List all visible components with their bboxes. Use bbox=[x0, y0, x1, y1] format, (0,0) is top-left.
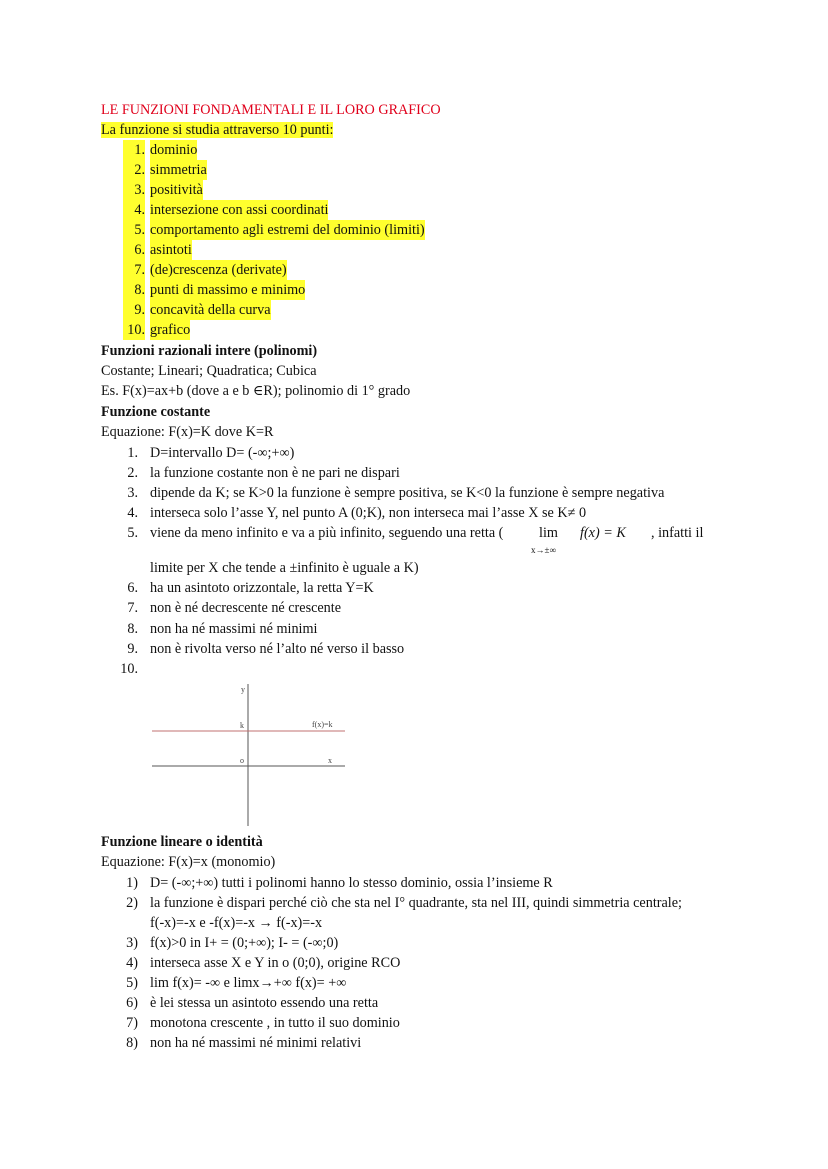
equation-line: Equazione: F(x)=x (monomio) bbox=[101, 854, 276, 870]
list-text: D= (-∞;+∞) tutti i polinomi hanno lo stesso dominio, ossia l’insieme R bbox=[150, 875, 553, 891]
list-number: 9. bbox=[123, 300, 145, 320]
list-number: 10. bbox=[120, 661, 138, 677]
list-number: 6) bbox=[126, 995, 138, 1011]
list-text: monotona crescente , in tutto il suo dominio bbox=[150, 1015, 400, 1031]
intro-highlight: La funzione si studia attraverso 10 punti: bbox=[101, 122, 334, 138]
list-text: intersezione con assi coordinati bbox=[150, 202, 329, 218]
list-number: 3. bbox=[127, 485, 138, 501]
paragraph: Costante; Lineari; Quadratica; Cubica bbox=[101, 363, 317, 379]
limit-expression: f(x) = K bbox=[580, 525, 626, 541]
list-text: non è rivolta verso né l’alto né verso il basso bbox=[150, 641, 405, 657]
list-text: dipende da K; se K>0 la funzione è sempre positiva, se K<0 la funzione è sempre negativa bbox=[150, 485, 665, 501]
list-number: 5. bbox=[127, 525, 138, 541]
list-text: ha un asintoto orizzontale, la retta Y=K bbox=[150, 580, 374, 596]
list-text: punti di massimo e minimo bbox=[150, 282, 306, 298]
list-text: dominio bbox=[150, 142, 198, 158]
list-number: 4. bbox=[123, 200, 145, 220]
limit-tail: , infatti il bbox=[651, 525, 704, 541]
list-number: 8. bbox=[127, 621, 138, 637]
list-number: 8. bbox=[123, 280, 145, 300]
function-label: f(x)=k bbox=[312, 720, 333, 729]
list-number: 7) bbox=[126, 1015, 138, 1031]
y-axis-label: y bbox=[241, 685, 245, 694]
list-number: 6. bbox=[123, 240, 145, 260]
list-number: 2. bbox=[123, 160, 145, 180]
list-text: interseca asse X e Y in o (0;0), origine RCO bbox=[150, 955, 401, 971]
list-text: la funzione costante non è ne pari ne dispari bbox=[150, 465, 400, 481]
list-text: (de)crescenza (derivate) bbox=[150, 262, 287, 278]
list-text-continuation: limite per X che tende a ±infinito è uguale a K) bbox=[150, 560, 419, 576]
list-text: comportamento agli estremi del dominio (limiti) bbox=[150, 222, 425, 238]
list-text: viene da meno infinito e va a più infinito, seguendo una retta ( bbox=[150, 525, 504, 541]
section-heading: Funzione costante bbox=[101, 404, 211, 420]
limit-subscript: x→±∞ bbox=[531, 545, 556, 555]
list-number: 5) bbox=[126, 975, 138, 991]
list-number: 6. bbox=[127, 580, 138, 596]
list-text: interseca solo l’asse Y, nel punto A (0;K), non interseca mai l’asse X se K≠ 0 bbox=[150, 505, 587, 521]
list-text: positività bbox=[150, 182, 203, 198]
list-text: D=intervallo D= (-∞;+∞) bbox=[150, 445, 295, 461]
list-text: non ha né massimi né minimi bbox=[150, 621, 318, 637]
list-number: 5. bbox=[123, 220, 145, 240]
x-axis-label: x bbox=[328, 756, 332, 765]
list-text: f(-x)=-x e -f(x)=-x → f(-x)=-x bbox=[150, 915, 323, 931]
list-number: 1) bbox=[126, 875, 138, 891]
k-label: k bbox=[240, 721, 244, 730]
section-heading: Funzione lineare o identità bbox=[101, 834, 263, 850]
constant-function-graph bbox=[140, 680, 360, 828]
list-number: 2) bbox=[126, 895, 138, 911]
section-heading: Funzioni razionali intere (polinomi) bbox=[101, 343, 318, 359]
list-text: asintoti bbox=[150, 242, 192, 258]
paragraph: Es. F(x)=ax+b (dove a e b ∈R); polinomio di 1° grado bbox=[101, 383, 411, 399]
list-number: 3. bbox=[123, 180, 145, 200]
list-number: 1. bbox=[127, 445, 138, 461]
origin-label: o bbox=[240, 756, 244, 765]
list-number: 3) bbox=[126, 935, 138, 951]
list-number: 8) bbox=[126, 1035, 138, 1051]
list-text: non ha né massimi né minimi relativi bbox=[150, 1035, 362, 1051]
list-number: 4. bbox=[127, 505, 138, 521]
list-text: la funzione è dispari perché ciò che sta nel I° quadrante, sta nel III, quindi simmetria centrale; bbox=[150, 895, 682, 911]
list-number: 9. bbox=[127, 641, 138, 657]
list-text: non è né decrescente né crescente bbox=[150, 600, 342, 616]
equation-line: Equazione: F(x)=K dove K=R bbox=[101, 424, 274, 440]
list-number: 7. bbox=[123, 260, 145, 280]
list-number: 1. bbox=[123, 140, 145, 160]
list-text: è lei stessa un asintoto essendo una retta bbox=[150, 995, 379, 1011]
list-text: concavità della curva bbox=[150, 302, 271, 318]
intro-text bbox=[101, 120, 333, 140]
list-number: 2. bbox=[127, 465, 138, 481]
list-text: f(x)>0 in I+ = (0;+∞); I- = (-∞;0) bbox=[150, 935, 339, 951]
list-text: grafico bbox=[150, 322, 191, 338]
list-number: 7. bbox=[127, 600, 138, 616]
page-title: LE FUNZIONI FONDAMENTALI E IL LORO GRAFICO bbox=[101, 102, 441, 118]
limit-operator: lim bbox=[539, 525, 558, 541]
list-text: simmetria bbox=[150, 162, 207, 178]
list-number: 10. bbox=[123, 320, 145, 340]
list-text: lim f(x)= -∞ e limx→+∞ f(x)= +∞ bbox=[150, 975, 347, 991]
list-number: 4) bbox=[126, 955, 138, 971]
